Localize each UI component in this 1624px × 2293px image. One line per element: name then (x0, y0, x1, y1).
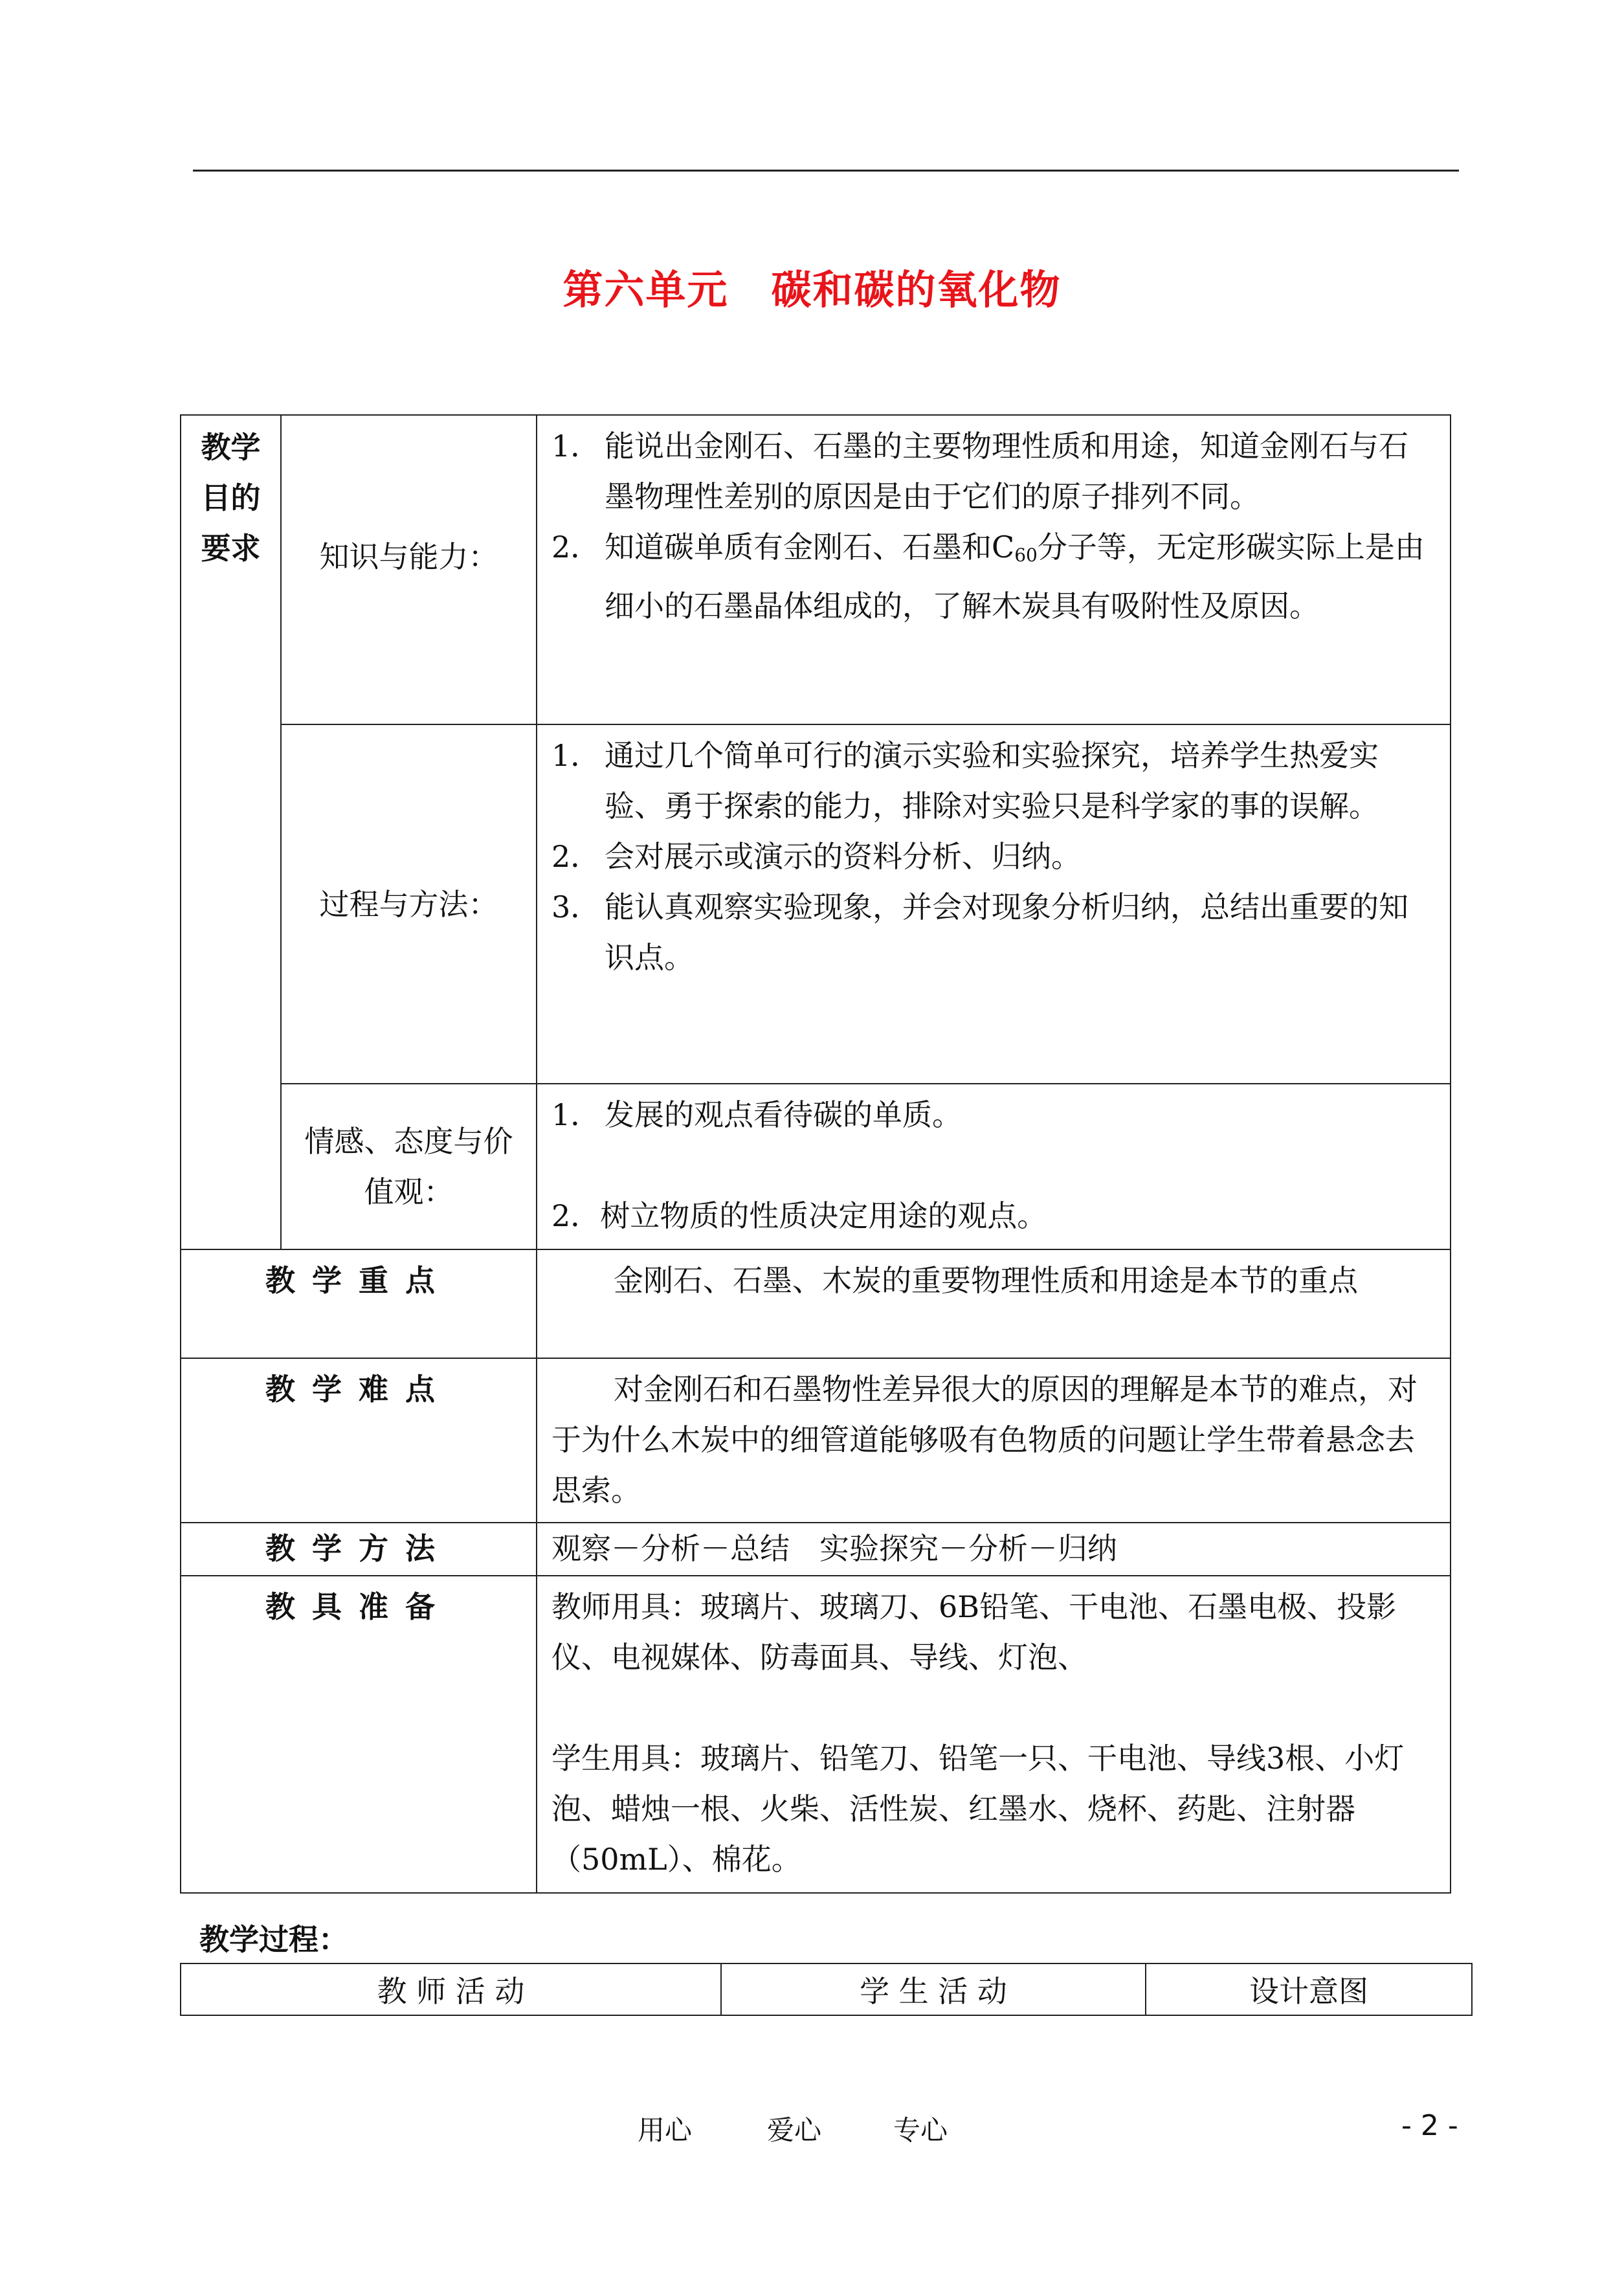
item-text: 通过几个简单可行的演示实验和实验探究，培养学生热爱实验、勇于探索的能力，排除对实验只是科学家的事的误解。 (605, 738, 1379, 823)
equipment-label-cell (181, 1576, 537, 1893)
process-table (180, 1963, 1473, 2016)
item-number: 2． (551, 839, 601, 874)
lesson-plan-table (180, 414, 1451, 1894)
c60-subscript: 60 (1014, 544, 1038, 566)
title-unit: 第六单元 (562, 266, 729, 313)
item-text-pre: 知道碳单质有金刚石、石墨和C (605, 530, 1015, 565)
methods-label-cell (181, 1523, 537, 1576)
process-section-label: 教学过程： (199, 1922, 348, 1957)
header-teacher-activity: 教 师 活 动 (181, 1963, 721, 2015)
emotion-item-2: 2．树立物质的性质决定用途的观点。 (551, 1198, 1047, 1233)
item-number: 1． (551, 429, 601, 464)
header-student-activity: 学 生 活 动 (721, 1963, 1146, 2015)
item-text-post: 分子等，无定形碳实际上是由细小的石墨晶体组成的，了解木炭具有吸附性及原因。 (605, 530, 1425, 623)
process-item-3 (551, 882, 1437, 983)
knowledge-label-cell (281, 415, 537, 724)
item-number: 1． (551, 738, 601, 773)
objectives-label-1: 教学 (201, 430, 261, 465)
item-number: 1． (551, 1097, 601, 1132)
process-label: 过程与方法： (319, 886, 498, 922)
item-text: 能认真观察实验现象，并会对现象分析归纳，总结出重要的知识点。 (605, 889, 1408, 975)
page-number: - 2 - (1401, 2109, 1458, 2142)
knowledge-item-1 (551, 421, 1437, 522)
difficulties-content (537, 1358, 1451, 1523)
item-text: 会对展示或演示的资料分析、归纳。 (605, 839, 1081, 874)
footer-motto-2: 爱心 (767, 2114, 822, 2146)
item-text (605, 522, 1437, 631)
item-number: 3． (551, 889, 601, 924)
teacher-equipment: 教师用具：玻璃片、玻璃刀、6B铅笔、干电池、石墨电极、投影仪、电视媒体、防毒面具、导线、灯泡、 (551, 1589, 1397, 1675)
difficulties-label: 教学难点 (265, 1372, 452, 1407)
header-rule (193, 170, 1459, 172)
objectives-label-3: 要求 (201, 531, 261, 566)
footer-motto-1: 用心 (638, 2114, 693, 2146)
page-title (0, 258, 1624, 315)
key-points-content (537, 1249, 1451, 1358)
process-label-cell (281, 724, 537, 1084)
equipment-label: 教具准备 (265, 1589, 452, 1624)
difficulties-label-cell (181, 1358, 537, 1523)
emotion-label-cell (281, 1084, 537, 1249)
key-points-label-cell (181, 1249, 537, 1358)
process-content (537, 724, 1451, 1084)
objectives-label-cell (181, 415, 281, 1249)
footer-motto-3: 专心 (893, 2114, 948, 2146)
item-text: 发展的观点看待碳的单质。 (605, 1097, 962, 1132)
emotion-content (537, 1084, 1451, 1249)
key-points-label: 教学重点 (265, 1263, 452, 1298)
knowledge-label: 知识与能力： (319, 539, 498, 574)
methods-content (537, 1523, 1451, 1576)
knowledge-item-2 (551, 522, 1437, 631)
emotion-label-2: 值观： (364, 1174, 454, 1209)
process-item-1 (551, 730, 1437, 831)
header-design-intent: 设计意图 (1146, 1963, 1472, 2015)
emotion-label-1: 情感、态度与价 (304, 1124, 513, 1159)
title-topic: 碳和碳的氧化物 (771, 266, 1062, 313)
methods-label: 教学方法 (265, 1531, 452, 1566)
item-text: 能说出金刚石、石墨的主要物理性质和用途，知道金刚石与石墨物理性差别的原因是由于它们的原子排列不同。 (605, 429, 1408, 514)
process-item-2 (551, 831, 1437, 882)
equipment-content (537, 1576, 1451, 1893)
item-number: 2． (551, 530, 601, 565)
methods-text: 观察－分析－总结 实验探究－分析－归纳 (551, 1531, 1117, 1566)
key-points-text: 金刚石、石墨、木炭的重要物理性质和用途是本节的重点 (614, 1263, 1358, 1298)
objectives-label-2: 目的 (201, 480, 261, 515)
difficulties-text: 对金刚石和石墨物性差异很大的原因的理解是本节的难点，对于为什么木炭中的细管道能够吸有色物质的问题让学生带着悬念去思索。 (551, 1372, 1418, 1508)
student-equipment: 学生用具：玻璃片、铅笔刀、铅笔一只、干电池、导线3根、小灯泡、蜡烛一根、火柴、活性炭、红墨水、烧杯、药匙、注射器（50mL）、棉花。 (551, 1741, 1405, 1877)
knowledge-content (537, 415, 1451, 724)
emotion-item-1 (551, 1090, 1437, 1140)
